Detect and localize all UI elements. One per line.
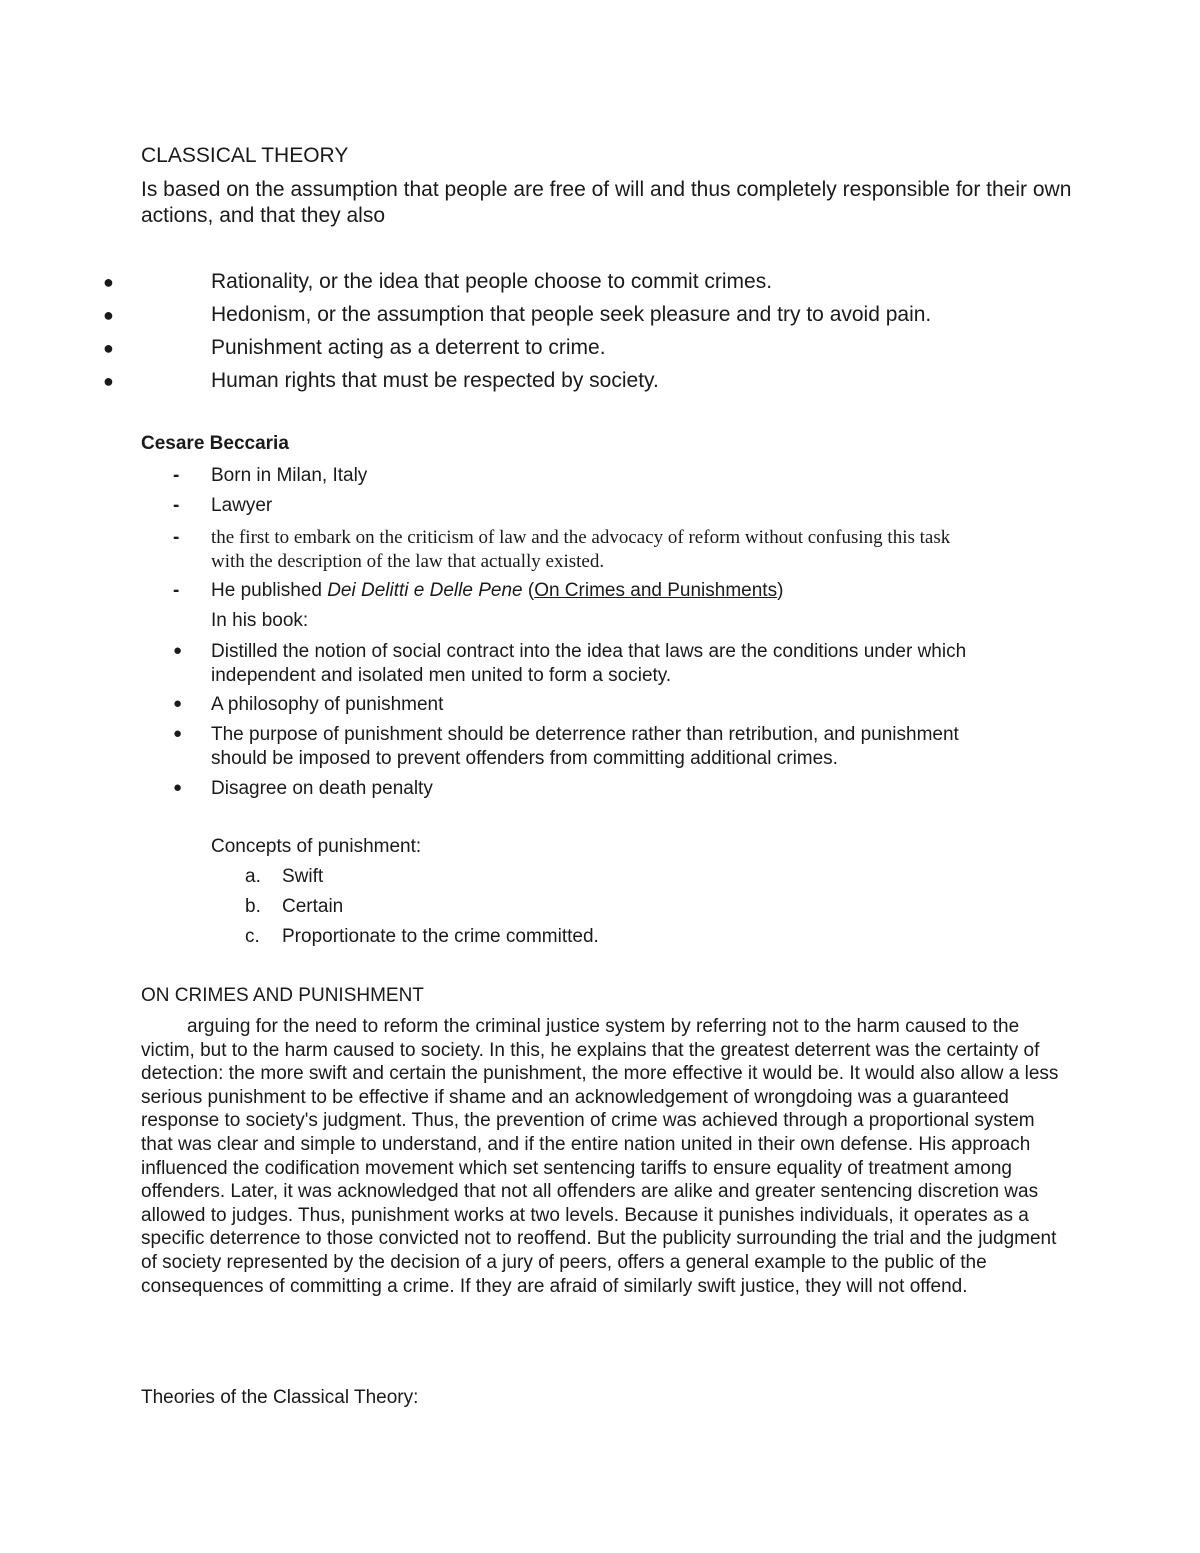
book-bullet-text: A philosophy of punishment: [211, 694, 444, 715]
published-line: [211, 580, 783, 602]
bullet-icon: ●: [103, 272, 114, 292]
book-bullet-text: [211, 723, 959, 771]
on-crimes-paragraph: arguing for the need to reform the criminal justice system by referring not to the harm caused to the victim, but to the harm caused to society. In this, he explains that the greatest deterrent was the certainty of detection: the more swift and certain the punishment, the more effective it would be. It would also allow a less serious punishment to be effective if shame and an acknowledgement of wrongdoing was a guaranteed response to society's judgment. Thus, the prevention of crime was achieved through a proportional system that was clear and simple to understand, and if the entire nation united in their own defense. His approach influenced the codification movement which set sentencing tariffs to ensure equality of treatment among offenders. Later, it was acknowledged that not all offenders are alike and greater sentencing discretion was allowed to judges. Thus, punishment works at two levels. Because it punishes individuals, it operates as a specific deterrence to those convicted not to reoffend. But the publicity surrounding the trial and the judgment of society represented by the decision of a jury of peers, offers a general example to the public of the consequences of committing a crime. If they are afraid of similarly swift justice, they will not offend.: [141, 1016, 1059, 1297]
concept-text: Proportionate to the crime committed.: [282, 926, 599, 947]
dash-item-text: Lawyer: [211, 495, 273, 516]
dash-item-serif-line1: the first to embark on the criticism of law and the advocacy of reform without confusing this task: [211, 527, 951, 548]
dash-marker: -: [173, 465, 180, 486]
paren-open: (: [527, 580, 535, 601]
bullet-icon: ●: [103, 338, 114, 358]
book-title-italic: Dei Delitti e Delle Pene: [327, 580, 523, 601]
main-bullet-text: Hedonism, or the assumption that people seek pleasure and try to avoid pain.: [211, 303, 932, 326]
book-bullet-line: The purpose of punishment should be deterrence rather than retribution, and punishment: [211, 724, 959, 745]
paren-close: ): [777, 580, 784, 601]
main-bullet-text: Rationality, or the idea that people choose to commit crimes.: [211, 270, 773, 293]
list-letter: a.: [245, 866, 261, 887]
bullet-icon: ●: [103, 305, 114, 325]
list-letter: b.: [245, 896, 261, 917]
concept-text: Certain: [282, 896, 344, 917]
on-crimes-heading: ON CRIMES AND PUNISHMENT: [141, 985, 424, 1006]
concept-text: Swift: [282, 866, 324, 887]
main-bullet-text: Human rights that must be respected by society.: [211, 369, 659, 392]
list-letter: c.: [245, 926, 260, 947]
dash-item-text: Born in Milan, Italy: [211, 465, 368, 486]
document-title: CLASSICAL THEORY: [141, 144, 349, 167]
dash-marker: -: [173, 580, 180, 601]
bullet-icon: ●: [173, 725, 183, 742]
book-bullet-line: should be imposed to prevent offenders from committing additional crimes.: [211, 748, 838, 769]
bullet-icon: ●: [173, 695, 183, 712]
theories-heading: Theories of the Classical Theory:: [141, 1387, 419, 1408]
book-bullet-text: [211, 640, 966, 688]
book-title-english[interactable]: On Crimes and Punishments: [534, 580, 778, 601]
published-prefix: He published: [211, 580, 328, 601]
bullet-icon: ●: [173, 642, 183, 659]
beccaria-heading: Cesare Beccaria: [141, 433, 289, 454]
bullet-icon: ●: [173, 779, 183, 796]
concepts-label: Concepts of punishment:: [211, 836, 422, 857]
intro-paragraph: Is based on the assumption that people are free of will and thus completely responsible for their own actions, and that they also: [141, 178, 1072, 227]
in-his-book-label: In his book:: [211, 610, 309, 631]
book-bullet-text: Disagree on death penalty: [211, 778, 433, 799]
dash-marker: -: [173, 527, 180, 548]
book-bullet-line: independent and isolated men united to form a society.: [211, 665, 672, 686]
bullet-icon: ●: [103, 371, 114, 391]
book-bullet-line: Distilled the notion of social contract into the idea that laws are the conditions under which: [211, 641, 967, 662]
dash-marker: -: [173, 495, 180, 516]
main-bullet-text: Punishment acting as a deterrent to crime.: [211, 336, 606, 359]
dash-item-serif-line2: with the description of the law that actually existed.: [211, 551, 605, 572]
